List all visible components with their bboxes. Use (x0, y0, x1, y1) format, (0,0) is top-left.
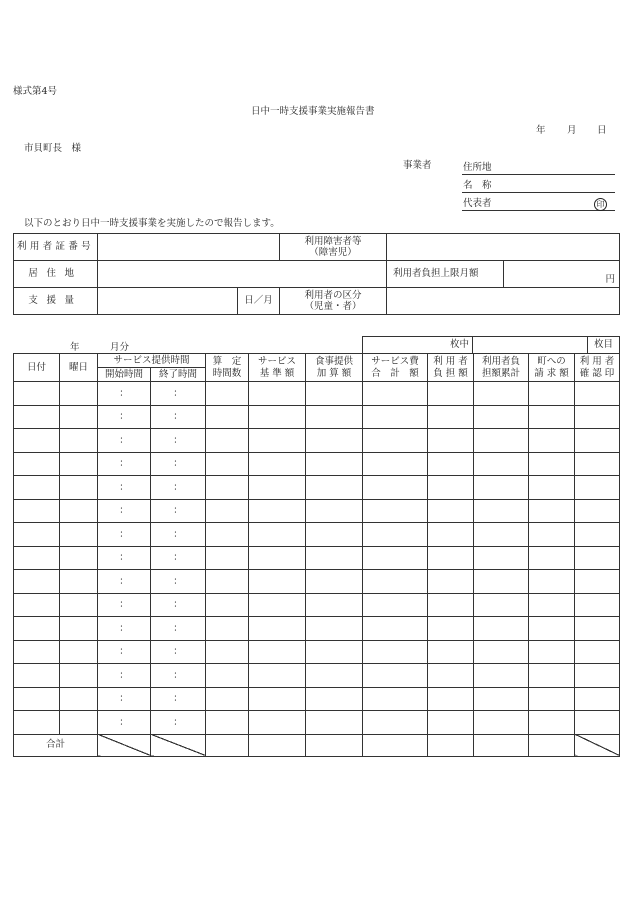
page-title: 日中一時支援事業実施報告書 (251, 106, 375, 117)
user-class-input[interactable] (387, 288, 620, 315)
period-month-label: 月分 (110, 342, 130, 353)
cell-date[interactable] (14, 546, 60, 570)
cell-user-burden[interactable] (428, 382, 474, 406)
total-service-base[interactable] (249, 734, 306, 756)
cell-start-time[interactable]: ： (98, 452, 151, 476)
cell-weekday[interactable] (60, 429, 98, 453)
cell-weekday[interactable] (60, 664, 98, 688)
cell-town-claim[interactable] (529, 664, 575, 688)
cell-service-total[interactable] (363, 452, 428, 476)
cell-user-confirm[interactable] (575, 382, 620, 406)
cell-service-base[interactable] (249, 476, 306, 500)
cell-date[interactable] (14, 664, 60, 688)
cell-calc-hours[interactable] (206, 640, 249, 664)
cell-burden-cumulative[interactable] (474, 593, 529, 617)
cell-weekday[interactable] (60, 452, 98, 476)
cell-end-time[interactable]: ： (151, 523, 206, 547)
cell-meal-addition[interactable] (306, 382, 363, 406)
cell-weekday[interactable] (60, 523, 98, 547)
cell-user-burden[interactable] (428, 687, 474, 711)
cell-meal-addition[interactable] (306, 499, 363, 523)
cell-start-time[interactable]: ： (98, 523, 151, 547)
cell-weekday[interactable] (60, 640, 98, 664)
cell-meal-addition[interactable] (306, 523, 363, 547)
cell-town-claim[interactable] (529, 405, 575, 429)
cell-burden-cumulative[interactable] (474, 711, 529, 735)
total-start-diagonal (98, 734, 151, 756)
cell-meal-addition[interactable] (306, 687, 363, 711)
date-month-label: 月 (567, 125, 577, 136)
representative-field-line[interactable] (462, 210, 615, 211)
cell-service-base[interactable] (249, 617, 306, 641)
cell-burden-cumulative[interactable] (474, 640, 529, 664)
cell-start-time[interactable]: ： (98, 546, 151, 570)
cell-user-confirm[interactable] (575, 687, 620, 711)
cell-meal-addition[interactable] (306, 664, 363, 688)
residence-input[interactable] (98, 261, 387, 288)
cell-calc-hours[interactable] (206, 476, 249, 500)
cell-date[interactable] (14, 382, 60, 406)
cell-end-time[interactable]: ： (151, 382, 206, 406)
cell-town-claim[interactable] (529, 452, 575, 476)
cell-service-total[interactable] (363, 546, 428, 570)
total-label: 合計 (14, 734, 98, 756)
cell-end-time[interactable]: ： (151, 593, 206, 617)
cell-calc-hours[interactable] (206, 593, 249, 617)
cell-calc-hours[interactable] (206, 405, 249, 429)
cell-user-burden[interactable] (428, 405, 474, 429)
cell-town-claim[interactable] (529, 687, 575, 711)
cell-meal-addition[interactable] (306, 476, 363, 500)
cell-start-time[interactable]: ： (98, 687, 151, 711)
cell-burden-cumulative[interactable] (474, 382, 529, 406)
cell-service-total[interactable] (363, 382, 428, 406)
cell-user-confirm[interactable] (575, 664, 620, 688)
sheet-count-table (362, 336, 620, 354)
cell-burden-cumulative[interactable] (474, 476, 529, 500)
cell-date[interactable] (14, 593, 60, 617)
cell-weekday[interactable] (60, 499, 98, 523)
table-row (14, 593, 620, 617)
name-field-line[interactable] (462, 192, 615, 193)
table-row (14, 664, 620, 688)
cell-end-time[interactable]: ： (151, 546, 206, 570)
sheet-number-input[interactable] (473, 337, 588, 354)
seal-mark: 印 (594, 198, 607, 211)
cell-calc-hours[interactable] (206, 617, 249, 641)
cell-service-base[interactable] (249, 664, 306, 688)
cell-user-confirm[interactable] (575, 405, 620, 429)
cell-town-claim[interactable] (529, 476, 575, 500)
table-row (14, 452, 620, 476)
cell-start-time[interactable]: ： (98, 476, 151, 500)
cell-service-total[interactable] (363, 429, 428, 453)
cell-calc-hours[interactable] (206, 452, 249, 476)
cell-date[interactable] (14, 687, 60, 711)
cell-date[interactable] (14, 711, 60, 735)
disability-type-input[interactable] (387, 234, 620, 261)
cell-burden-cumulative[interactable] (474, 687, 529, 711)
date-day-label: 日 (597, 125, 607, 136)
cell-start-time[interactable]: ： (98, 593, 151, 617)
cell-date[interactable] (14, 405, 60, 429)
cell-weekday[interactable] (60, 546, 98, 570)
table-row (14, 382, 620, 406)
cell-service-total[interactable] (363, 687, 428, 711)
cell-burden-cumulative[interactable] (474, 452, 529, 476)
col-service-time: サービス提供時間 (98, 354, 206, 368)
cell-town-claim[interactable] (529, 711, 575, 735)
representative-label: 代表者 (463, 198, 492, 209)
cell-burden-cumulative[interactable] (474, 429, 529, 453)
col-user-burden: 利 用 者 負 担 額 (428, 354, 474, 382)
col-service-total: サービス費 合 計 額 (363, 354, 428, 382)
table-row (14, 570, 620, 594)
table-row (14, 405, 620, 429)
cell-burden-cumulative[interactable] (474, 523, 529, 547)
total-meal-addition[interactable] (306, 734, 363, 756)
cell-weekday[interactable] (60, 382, 98, 406)
table-row (14, 429, 620, 453)
user-cert-label: 利用者証番号 (14, 234, 98, 261)
cell-user-burden[interactable] (428, 499, 474, 523)
cell-user-confirm[interactable] (575, 711, 620, 735)
table-row (14, 687, 620, 711)
cell-service-base[interactable] (249, 499, 306, 523)
cell-weekday[interactable] (60, 617, 98, 641)
cell-end-time[interactable]: ： (151, 687, 206, 711)
cell-service-total[interactable] (363, 570, 428, 594)
support-amount-input[interactable] (98, 288, 238, 315)
cell-town-claim[interactable] (529, 570, 575, 594)
col-user-confirm: 利 用 者 確 認 印 (575, 354, 620, 382)
cell-date[interactable] (14, 640, 60, 664)
cell-user-burden[interactable] (428, 640, 474, 664)
col-burden-cumulative: 利用者負 担額累計 (474, 354, 529, 382)
col-town-claim: 町への 請 求 額 (529, 354, 575, 382)
cell-calc-hours[interactable] (206, 499, 249, 523)
cell-date[interactable] (14, 617, 60, 641)
cell-burden-cumulative[interactable] (474, 405, 529, 429)
cell-town-claim[interactable] (529, 523, 575, 547)
cell-user-confirm[interactable] (575, 640, 620, 664)
cell-end-time[interactable]: ： (151, 570, 206, 594)
col-service-base: サービス 基 準 額 (249, 354, 306, 382)
cell-burden-cumulative[interactable] (474, 617, 529, 641)
burden-limit-label: 利用者負担上限月額 (387, 261, 504, 288)
cell-service-base[interactable] (249, 546, 306, 570)
address-field-line[interactable] (462, 174, 615, 175)
cell-meal-addition[interactable] (306, 593, 363, 617)
user-cert-input[interactable] (98, 234, 280, 261)
cell-user-burden[interactable] (428, 476, 474, 500)
cell-end-time[interactable]: ： (151, 640, 206, 664)
table-row (14, 523, 620, 547)
cell-town-claim[interactable] (529, 640, 575, 664)
cell-meal-addition[interactable] (306, 570, 363, 594)
cell-start-time[interactable]: ： (98, 617, 151, 641)
cell-weekday[interactable] (60, 593, 98, 617)
cell-end-time[interactable]: ： (151, 429, 206, 453)
cell-service-total[interactable] (363, 640, 428, 664)
cell-service-total[interactable] (363, 499, 428, 523)
col-start-time: 開始時間 (98, 368, 151, 382)
cell-service-base[interactable] (249, 382, 306, 406)
cell-calc-hours[interactable] (206, 664, 249, 688)
total-confirm-diagonal (575, 734, 620, 756)
cell-user-confirm[interactable] (575, 546, 620, 570)
cell-service-total[interactable] (363, 617, 428, 641)
cell-start-time[interactable]: ： (98, 640, 151, 664)
cell-start-time[interactable]: ： (98, 499, 151, 523)
cell-user-confirm[interactable] (575, 429, 620, 453)
period-year-label: 年 (70, 342, 80, 353)
cell-service-base[interactable] (249, 640, 306, 664)
cell-town-claim[interactable] (529, 593, 575, 617)
cell-end-time[interactable]: ： (151, 664, 206, 688)
cell-burden-cumulative[interactable] (474, 570, 529, 594)
per-day-month-label: 日／月 (238, 288, 280, 315)
cell-weekday[interactable] (60, 687, 98, 711)
address-label: 住所地 (463, 162, 492, 173)
form-number: 様式第4号 (13, 86, 58, 97)
table-row (14, 499, 620, 523)
cell-start-time[interactable]: ： (98, 382, 151, 406)
cell-service-base[interactable] (249, 687, 306, 711)
cell-weekday[interactable] (60, 711, 98, 735)
cell-end-time[interactable]: ： (151, 476, 206, 500)
cell-town-claim[interactable] (529, 499, 575, 523)
cell-user-confirm[interactable] (575, 617, 620, 641)
name-label: 名 称 (463, 180, 492, 191)
cell-end-time[interactable]: ： (151, 617, 206, 641)
service-record-table (13, 353, 620, 757)
cell-service-total[interactable] (363, 476, 428, 500)
cell-meal-addition[interactable] (306, 546, 363, 570)
cell-meal-addition[interactable] (306, 617, 363, 641)
sheet-total-input[interactable]: 枚中 (363, 337, 473, 354)
cell-end-time[interactable]: ： (151, 452, 206, 476)
cell-end-time[interactable]: ： (151, 499, 206, 523)
cell-date[interactable] (14, 523, 60, 547)
cell-calc-hours[interactable] (206, 687, 249, 711)
col-weekday: 曜日 (60, 354, 98, 382)
total-calc-hours[interactable] (206, 734, 249, 756)
cell-town-claim[interactable] (529, 382, 575, 406)
cell-user-burden[interactable] (428, 429, 474, 453)
cell-user-confirm[interactable] (575, 593, 620, 617)
user-info-table (13, 233, 620, 315)
cell-burden-cumulative[interactable] (474, 499, 529, 523)
cell-user-burden[interactable] (428, 546, 474, 570)
table-row (14, 711, 620, 735)
cell-weekday[interactable] (60, 476, 98, 500)
cell-start-time[interactable]: ： (98, 429, 151, 453)
total-end-diagonal (151, 734, 206, 756)
cell-service-total[interactable] (363, 523, 428, 547)
date-year-label: 年 (536, 125, 546, 136)
cell-service-base[interactable] (249, 570, 306, 594)
applicant-label: 事業者 (403, 160, 432, 171)
cell-town-claim[interactable] (529, 546, 575, 570)
cell-date[interactable] (14, 429, 60, 453)
table-row (14, 476, 620, 500)
cell-user-burden[interactable] (428, 711, 474, 735)
cell-service-total[interactable] (363, 405, 428, 429)
cell-user-burden[interactable] (428, 570, 474, 594)
cell-service-base[interactable] (249, 405, 306, 429)
cell-end-time[interactable]: ： (151, 711, 206, 735)
cell-weekday[interactable] (60, 405, 98, 429)
cell-burden-cumulative[interactable] (474, 664, 529, 688)
addressee: 市貝町長 様 (24, 143, 82, 154)
cell-calc-hours[interactable] (206, 382, 249, 406)
cell-user-burden[interactable] (428, 617, 474, 641)
col-meal-addition: 食事提供 加 算 額 (306, 354, 363, 382)
cell-meal-addition[interactable] (306, 429, 363, 453)
cell-user-confirm[interactable] (575, 570, 620, 594)
cell-calc-hours[interactable] (206, 711, 249, 735)
cell-calc-hours[interactable] (206, 429, 249, 453)
cell-town-claim[interactable] (529, 429, 575, 453)
cell-date[interactable] (14, 499, 60, 523)
cell-date[interactable] (14, 452, 60, 476)
cell-user-burden[interactable] (428, 523, 474, 547)
col-date: 日付 (14, 354, 60, 382)
cell-user-burden[interactable] (428, 593, 474, 617)
cell-calc-hours[interactable] (206, 570, 249, 594)
cell-weekday[interactable] (60, 570, 98, 594)
cell-meal-addition[interactable] (306, 405, 363, 429)
cell-calc-hours[interactable] (206, 546, 249, 570)
total-user-burden[interactable] (428, 734, 474, 756)
support-amount-label: 支援量 (14, 288, 98, 315)
total-service-total[interactable] (363, 734, 428, 756)
cell-user-burden[interactable] (428, 664, 474, 688)
cell-service-total[interactable] (363, 711, 428, 735)
cell-service-total[interactable] (363, 593, 428, 617)
cell-date[interactable] (14, 570, 60, 594)
cell-start-time[interactable]: ： (98, 664, 151, 688)
cell-service-base[interactable] (249, 593, 306, 617)
cell-calc-hours[interactable] (206, 523, 249, 547)
cell-start-time[interactable]: ： (98, 405, 151, 429)
table-row (14, 546, 620, 570)
cell-user-confirm[interactable] (575, 452, 620, 476)
cell-town-claim[interactable] (529, 617, 575, 641)
disability-type-label: 利用障害者等 （障害児） (280, 234, 387, 261)
total-town-claim[interactable] (529, 734, 575, 756)
cell-burden-cumulative[interactable] (474, 546, 529, 570)
cell-user-confirm[interactable] (575, 476, 620, 500)
cell-user-confirm[interactable] (575, 499, 620, 523)
intro-text: 以下のとおり日中一時支援事業を実施したので報告します。 (24, 218, 280, 229)
cell-start-time[interactable]: ： (98, 711, 151, 735)
cell-start-time[interactable]: ： (98, 570, 151, 594)
cell-service-base[interactable] (249, 523, 306, 547)
sheet-number-label: 枚目 (588, 337, 620, 354)
cell-service-base[interactable] (249, 452, 306, 476)
cell-end-time[interactable]: ： (151, 405, 206, 429)
cell-date[interactable] (14, 476, 60, 500)
cell-service-base[interactable] (249, 711, 306, 735)
residence-label: 居住地 (14, 261, 98, 288)
cell-service-base[interactable] (249, 429, 306, 453)
burden-limit-input[interactable]: 円 (504, 261, 620, 288)
cell-meal-addition[interactable] (306, 711, 363, 735)
total-burden-cumulative[interactable] (474, 734, 529, 756)
col-end-time: 終了時間 (151, 368, 206, 382)
col-calc-hours: 算 定 時間数 (206, 354, 249, 382)
cell-user-confirm[interactable] (575, 523, 620, 547)
cell-meal-addition[interactable] (306, 452, 363, 476)
table-row (14, 617, 620, 641)
cell-meal-addition[interactable] (306, 640, 363, 664)
table-row (14, 640, 620, 664)
cell-user-burden[interactable] (428, 452, 474, 476)
cell-service-total[interactable] (363, 664, 428, 688)
user-class-label: 利用者の区分 （児童・者） (280, 288, 387, 315)
